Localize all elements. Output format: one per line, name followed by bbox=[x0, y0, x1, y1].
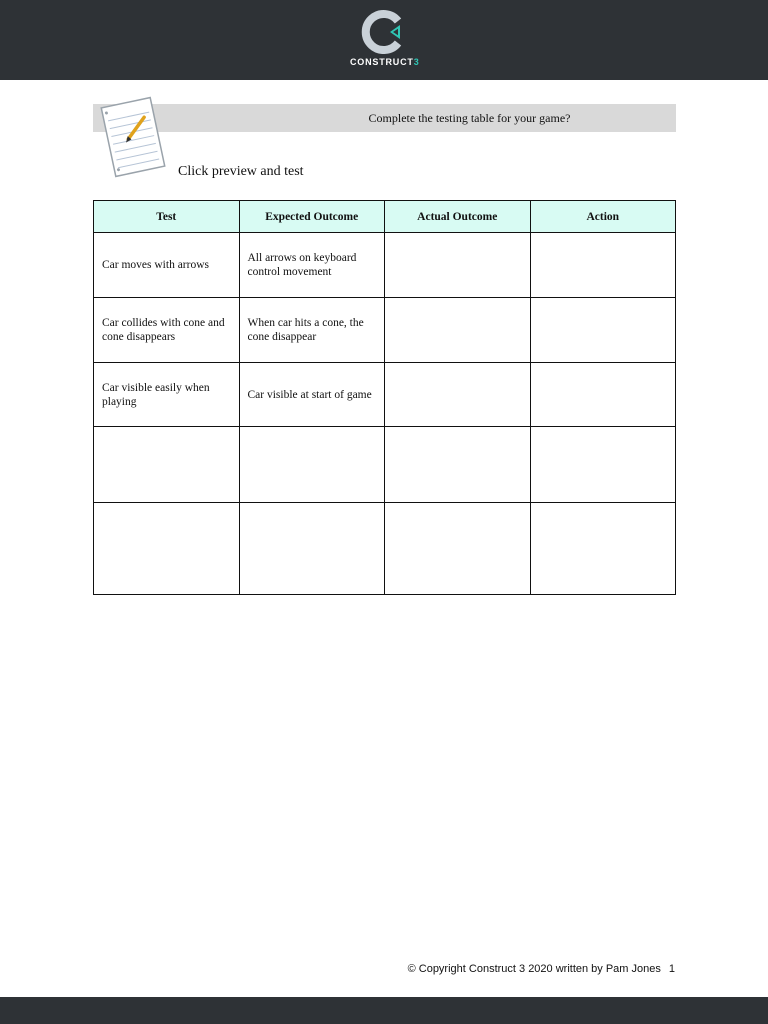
construct-logo-icon bbox=[361, 9, 407, 55]
cell-action bbox=[530, 427, 676, 503]
cell-expected-outcome: All arrows on keyboard control movement bbox=[239, 233, 385, 298]
brand-wordmark bbox=[350, 57, 418, 67]
cell-action bbox=[530, 503, 676, 595]
brand-name: CONSTRUCT bbox=[350, 57, 414, 67]
table-row bbox=[94, 233, 676, 298]
cell-actual-outcome bbox=[385, 427, 531, 503]
footer-bar bbox=[0, 997, 768, 1024]
cell-actual-outcome bbox=[385, 233, 531, 298]
instruction-text: Complete the testing table for your game? bbox=[368, 111, 571, 125]
subtitle: Click preview and test bbox=[178, 164, 304, 179]
footer bbox=[408, 963, 675, 975]
cell-actual-outcome bbox=[385, 363, 531, 427]
table-row bbox=[94, 363, 676, 427]
cell-test bbox=[94, 503, 240, 595]
column-header-action: Action bbox=[530, 201, 676, 233]
cell-expected-outcome: When car hits a cone, the cone disappear bbox=[239, 298, 385, 363]
cell-action bbox=[530, 233, 676, 298]
cell-expected-outcome bbox=[239, 427, 385, 503]
header-bar bbox=[0, 0, 768, 80]
brand-version: 3 bbox=[413, 57, 420, 67]
cell-test: Car moves with arrows bbox=[94, 233, 240, 298]
column-header-test: Test bbox=[94, 201, 240, 233]
notepad-icon bbox=[98, 94, 168, 180]
cell-action bbox=[530, 363, 676, 427]
table-row bbox=[94, 427, 676, 503]
cell-expected-outcome: Car visible at start of game bbox=[239, 363, 385, 427]
table-row bbox=[94, 503, 676, 595]
cell-test: Car visible easily when playing bbox=[94, 363, 240, 427]
cell-test bbox=[94, 427, 240, 503]
table-header-row bbox=[94, 201, 676, 233]
construct-logo bbox=[350, 9, 418, 71]
column-header-expected-outcome: Expected Outcome bbox=[239, 201, 385, 233]
page-number: 1 bbox=[668, 963, 675, 975]
instruction-banner bbox=[93, 104, 676, 132]
cell-expected-outcome bbox=[239, 503, 385, 595]
copyright-text: © Copyright Construct 3 2020 written by Pam Jones bbox=[407, 963, 661, 975]
column-header-actual-outcome: Actual Outcome bbox=[385, 201, 531, 233]
testing-table bbox=[93, 200, 676, 595]
cell-actual-outcome bbox=[385, 298, 531, 363]
cell-actual-outcome bbox=[385, 503, 531, 595]
cell-action bbox=[530, 298, 676, 363]
cell-test: Car collides with cone and cone disappears bbox=[94, 298, 240, 363]
table-row bbox=[94, 298, 676, 363]
